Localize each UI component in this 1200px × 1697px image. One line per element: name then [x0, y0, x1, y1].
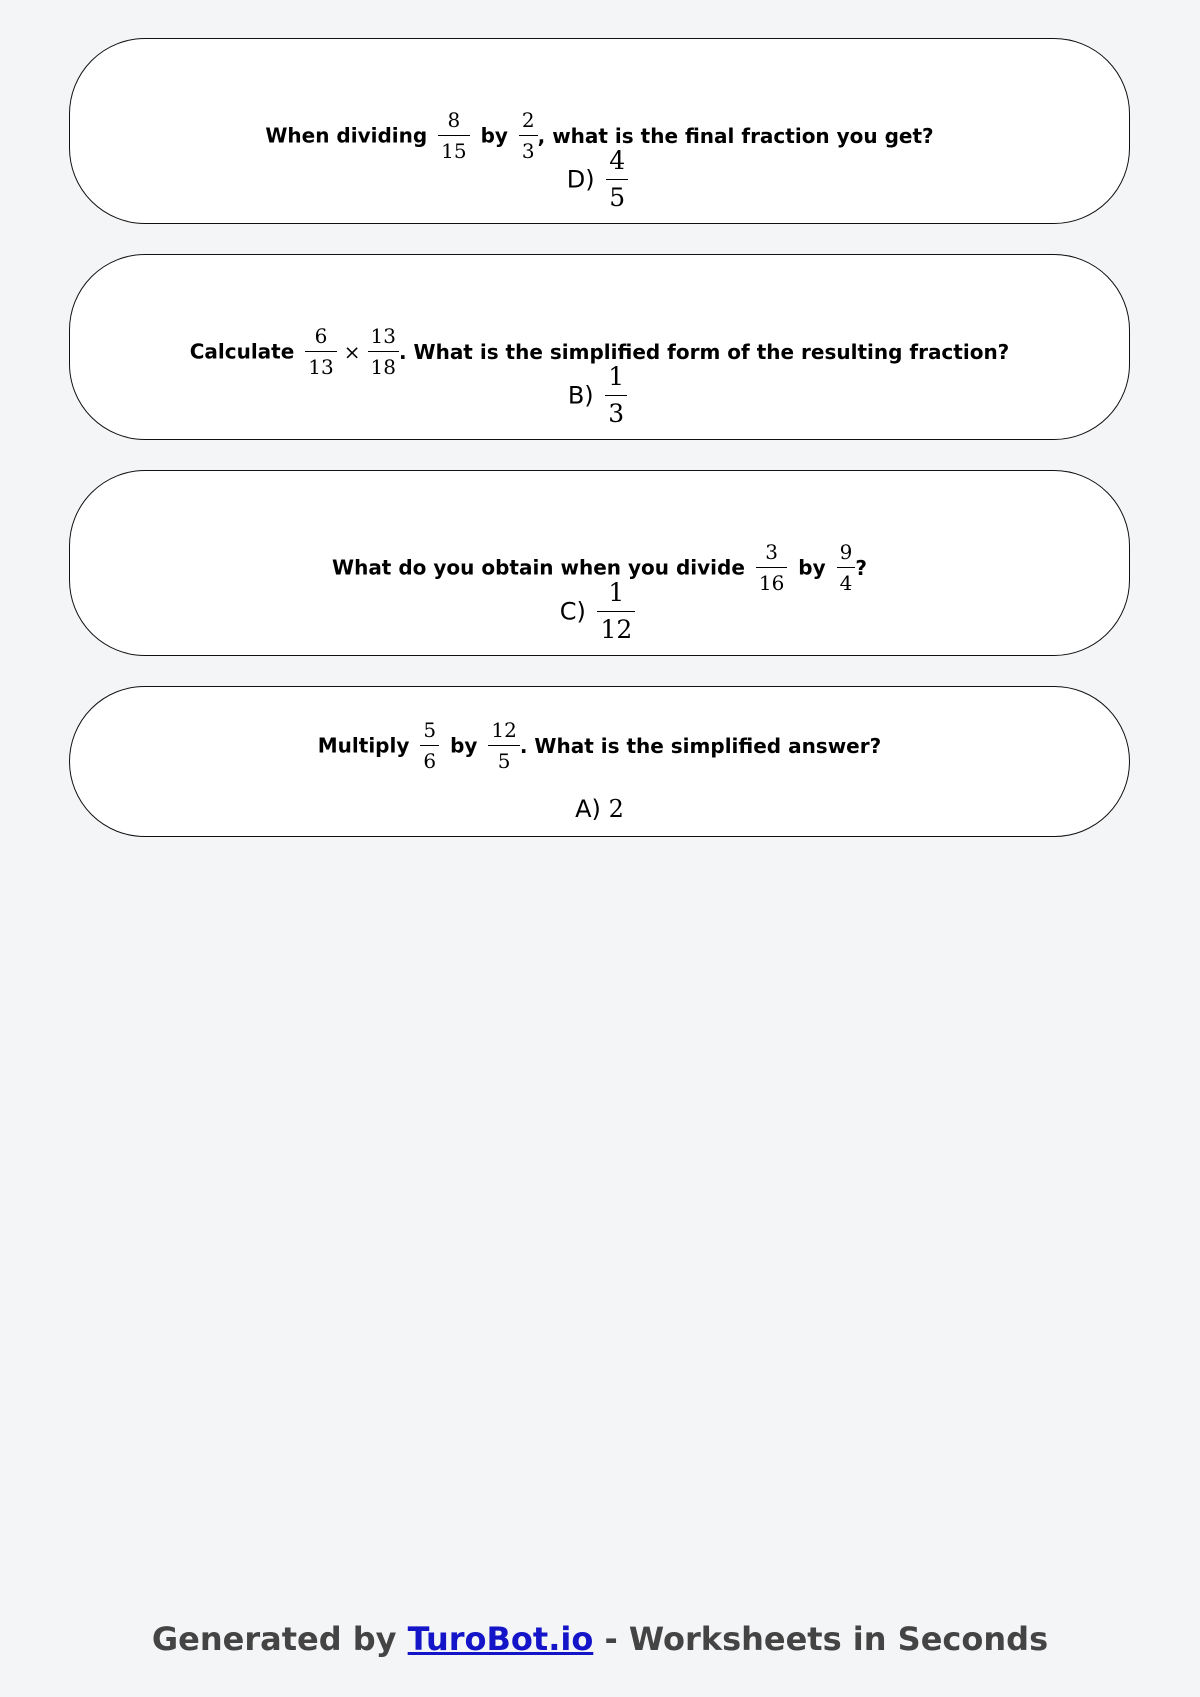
- question-suffix: , what is the final fraction you get?: [537, 123, 934, 148]
- numerator: 3: [756, 537, 787, 568]
- multiply-operator: ×: [343, 339, 361, 364]
- answer-letter: B): [567, 381, 594, 410]
- question-suffix: . What is the simplified answer?: [519, 733, 882, 758]
- numerator: 8: [438, 105, 469, 136]
- answer: [70, 143, 1129, 216]
- numerator: 12: [488, 715, 519, 746]
- numerator: 2: [519, 105, 538, 136]
- question-card-1: [69, 38, 1130, 224]
- answer-fraction: [605, 359, 627, 432]
- question-suffix: ?: [855, 555, 867, 580]
- answer-fraction: [597, 575, 635, 648]
- question-card-3: [69, 470, 1130, 656]
- numerator: 1: [605, 359, 627, 396]
- fraction: [420, 715, 439, 776]
- fraction: [488, 715, 519, 776]
- question-prefix: What do you obtain when you divide: [332, 555, 745, 580]
- answer-letter: D): [566, 165, 595, 194]
- denominator: 15: [441, 139, 467, 163]
- answer: [70, 793, 1129, 824]
- denominator: 6: [423, 749, 437, 773]
- answer-value: 2: [608, 795, 624, 823]
- numerator: 4: [606, 143, 628, 180]
- question-suffix: . What is the simplified form of the resulting fraction?: [398, 339, 1010, 364]
- turobot-link[interactable]: TuroBot.io: [407, 1620, 594, 1658]
- numerator: 9: [837, 537, 856, 568]
- denominator: 4: [839, 571, 853, 595]
- footer: [0, 1620, 1200, 1658]
- question-card-2: [69, 254, 1130, 440]
- answer-fraction: [606, 143, 628, 216]
- answer: [70, 575, 1129, 648]
- numerator: 5: [420, 715, 439, 746]
- question-prefix: Calculate: [189, 339, 295, 364]
- connector-word: by: [798, 555, 826, 580]
- answer: [70, 359, 1129, 432]
- denominator: 12: [600, 615, 633, 644]
- connector-word: by: [450, 733, 478, 758]
- footer-prefix: Generated by: [151, 1620, 397, 1658]
- denominator: 16: [758, 571, 785, 595]
- denominator: 3: [521, 139, 535, 163]
- question-prefix: Multiply: [317, 733, 410, 758]
- denominator: 13: [308, 355, 334, 379]
- denominator: 3: [608, 399, 625, 428]
- answer-letter: C): [559, 597, 586, 626]
- denominator: 5: [497, 749, 511, 773]
- numerator: 6: [305, 321, 336, 352]
- footer-suffix: - Worksheets in Seconds: [604, 1620, 1049, 1658]
- numerator: 13: [368, 321, 399, 352]
- denominator: 18: [370, 355, 396, 379]
- connector-word: by: [480, 123, 508, 148]
- question-text: [70, 715, 1129, 776]
- question-prefix: When dividing: [265, 123, 428, 148]
- numerator: 1: [597, 575, 635, 612]
- denominator: 5: [609, 183, 626, 212]
- answer-letter: A): [575, 795, 601, 823]
- question-card-4: [69, 686, 1130, 837]
